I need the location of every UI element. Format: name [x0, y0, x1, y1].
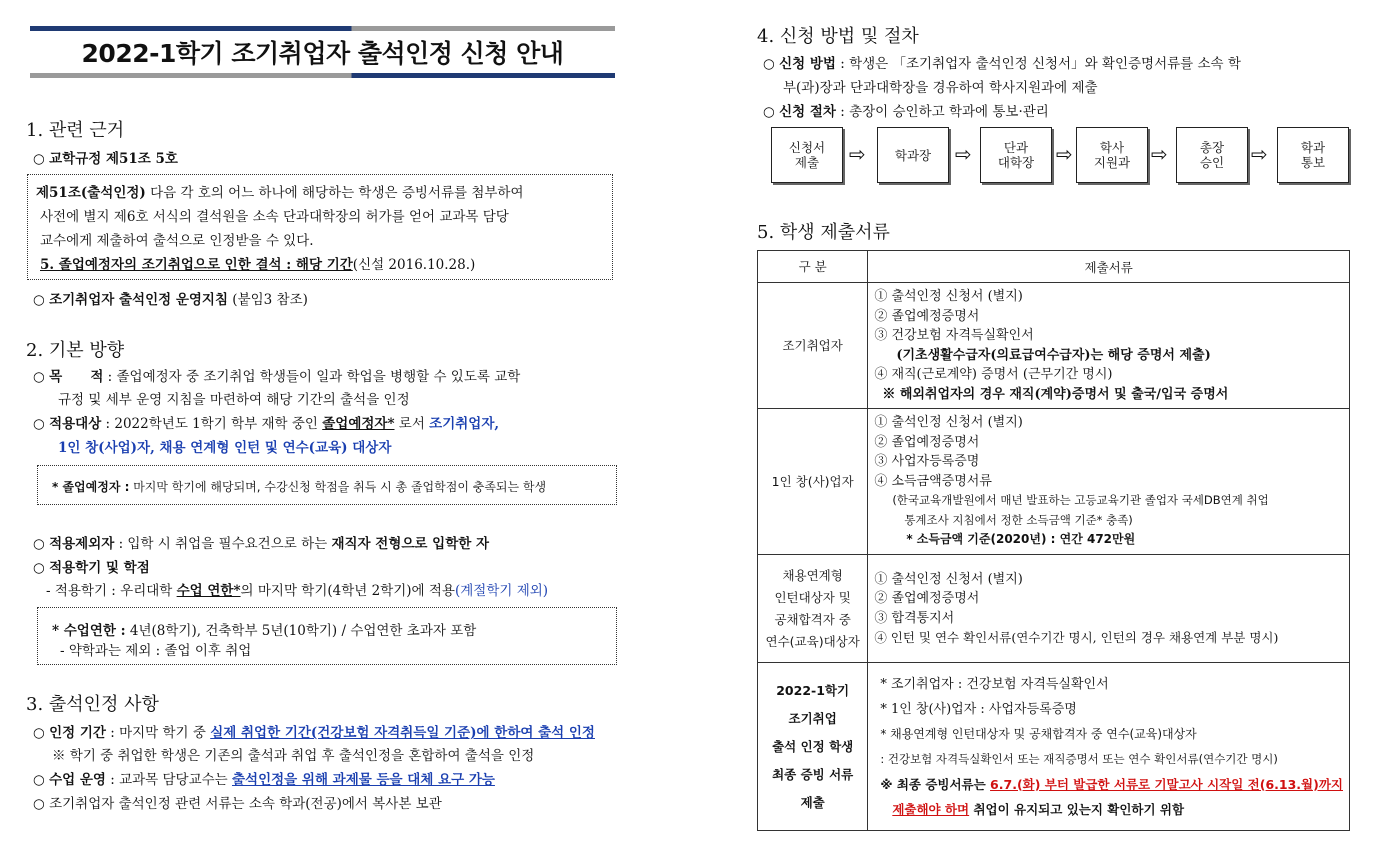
header-documents: 제출서류 [868, 251, 1350, 283]
reg-line-2: 사전에 별지 제6호 서식의 결석원을 소속 단과대학장의 허가를 얻어 교과목 담당 [40, 209, 509, 225]
table-row [758, 663, 1350, 831]
row-category: 채용연계형 인턴대상자 및 공채합격자 중 연수(교육)대상자 [758, 555, 868, 663]
regulation-box [27, 174, 613, 280]
s3-class: ○ 수업 운영 : 교과목 담당교수는 출석인정을 위해 과제물 등을 대체 요구 가능 [33, 772, 495, 788]
circle-bullet-icon: ○ [33, 560, 45, 576]
page-title: 2022-1학기 조기취업자 출석인정 신청 안내 [81, 39, 564, 68]
table-row [758, 283, 1350, 409]
s4-procedure: ○ 신청 절차 : 총장이 승인하고 학과에 통보·관리 [763, 104, 1049, 120]
arrow-right-icon: ⇨ [955, 142, 972, 166]
note-period: * 수업연한 : 4년(8학기), 건축학부 5년(10학기) / 수업연한 초과자 포함 [52, 623, 477, 639]
section-3-heading: 3. 출석인정 사항 [26, 694, 159, 715]
flow-step-dean: 단과 대학장 [980, 127, 1052, 183]
circle-bullet-icon: ○ [33, 369, 45, 385]
circle-bullet-icon: ○ [33, 536, 45, 552]
s2-target-l2: 1인 창(사업)자, 채용 연계형 인턴 및 연수(교육) 대상자 [58, 440, 392, 456]
s2-purpose-l2: 규정 및 세부 운영 지침을 마련하여 해당 기간의 출석을 인정 [58, 392, 410, 408]
title-bar-bottom [30, 73, 615, 78]
section-2-heading: 2. 기본 방향 [26, 340, 125, 361]
circle-bullet-icon: ○ [33, 796, 45, 812]
section-4-heading: 4. 신청 방법 및 절차 [757, 26, 919, 47]
circle-bullet-icon: ○ [33, 151, 45, 167]
section-1-heading: 1. 관련 근거 [26, 120, 125, 141]
title-banner [30, 26, 615, 78]
reg-line-3: 교수에게 제출하여 출석으로 인정받을 수 있다. [40, 233, 314, 249]
circle-bullet-icon: ○ [763, 104, 775, 120]
arrow-right-icon: ⇨ [1251, 142, 1268, 166]
reg-line-1: 제51조(출석인정) 다음 각 호의 어느 하나에 해당하는 학생은 증빙서류를 첨부하여 [36, 185, 524, 201]
note-graduate: * 졸업예정자 : 마지막 학기에 해당되며, 수강신청 학점을 취득 시 총 졸업학점이 충족되는 학생 [52, 480, 547, 494]
s2-purpose: ○ 목 적 : 졸업예정자 중 조기취업 학생들이 일과 학업을 병행할 수 있도록 교학 [33, 369, 521, 385]
s4-method-l2: 부(과)장과 단과대학장을 경유하여 학사지원과에 제출 [783, 80, 1098, 96]
s2-semester: ○ 적용학기 및 학점 [33, 560, 150, 576]
row-category: 2022-1학기 조기취업 출석 인정 학생 최종 증빙 서류 제출 [758, 663, 868, 831]
s3-period: ○ 인정 기간 : 마지막 학기 중 실제 취업한 기간(건강보험 자격취득일 기준)에 한하여 출석 인정 [33, 725, 595, 741]
s1-item1 [33, 147, 178, 167]
flow-step-president: 총장 승인 [1176, 127, 1248, 183]
circle-bullet-icon: ○ [763, 56, 775, 72]
flow-step-academic-office: 학사 지원과 [1076, 127, 1148, 183]
s2-excluded: ○ 적용제외자 : 입학 시 취업을 필수요건으로 하는 재직자 전형으로 입학한 자 [33, 536, 490, 552]
s1-item2: ○ 조기취업자 출석인정 운영지침 (붙임3 참조) [33, 292, 308, 308]
header-category: 구 분 [758, 251, 868, 283]
s2-semester-detail: - 적용학기 : 우리대학 수업 연한*의 마지막 학기(4학년 2학기)에 적용(계절학기 제외) [46, 583, 549, 599]
row-documents: ① 출석인정 신청서 (별지) ② 졸업예정증명서 ③ 사업자등록증명 ④ 소득금액증명서류 (한국교육개발원에서 매년 발표하는 고등교육기관 졸업자 국세DB연계 취업 통계조사 지침에서 정한 소득금액 기준* 충족) * 소득금액 기준(2020년) : 연간 472만원 [868, 409, 1350, 555]
row-documents: * 조기취업자 : 건강보험 자격득실확인서 * 1인 창(사)업자 : 사업자등록증명 * 채용연계형 인턴대상자 및 공채합격자 중 연수(교육)대상자 : 건강보험 자격득실확인서 또는 재직증명서 또는 연수 확인서류(연수기간 명시) ※ 최종 증빙서류는 6.7.(화) 부터 발급한 서류로 기말고사 시작일 전(6.13.월)까지 제출해야 하며 취업이 유지되고 있는지 확인하기 위함 [868, 663, 1350, 831]
s3-period-note: ※ 학기 중 취업한 학생은 기존의 출석과 취업 후 출석인정을 혼합하여 출석을 인정 [52, 748, 535, 764]
arrow-right-icon: ⇨ [1151, 142, 1168, 166]
documents-table [757, 250, 1350, 831]
s2-target: ○ 적용대상 : 2022학년도 1학기 학부 재학 중인 졸업예정자* 로서 조기취업자, [33, 416, 500, 432]
note-period-box [37, 607, 617, 665]
table-row [758, 409, 1350, 555]
table-header-row [758, 251, 1350, 283]
row-category: 조기취업자 [758, 283, 868, 409]
s3-docs: ○ 조기취업자 출석인정 관련 서류는 소속 학과(전공)에서 복사본 보관 [33, 796, 442, 812]
arrow-right-icon: ⇨ [849, 142, 866, 166]
circle-bullet-icon: ○ [33, 772, 45, 788]
table-row [758, 555, 1350, 663]
circle-bullet-icon: ○ [33, 292, 45, 308]
flow-step-dept-head: 학과장 [877, 127, 949, 183]
circle-bullet-icon: ○ [33, 725, 45, 741]
row-documents: ① 출석인정 신청서 (별지) ② 졸업예정증명서 ③ 건강보험 자격득실확인서 (기초생활수급자(의료급여수급자)는 해당 증명서 제출) ④ 재직(근로계약) 증명서 (근무기간 명시) ※ 해외취업자의 경우 재직(계약)증명서 및 출국/입국 증명서 [868, 283, 1350, 409]
row-category: 1인 창(사)업자 [758, 409, 868, 555]
reg-line-4: 5. 졸업예정자의 조기취업으로 인한 결석 : 해당 기간(신설 2016.10.28.) [40, 257, 476, 273]
section-5-heading: 5. 학생 제출서류 [757, 222, 890, 243]
s1-item1-text: 교학규정 제51조 5호 [49, 151, 178, 167]
title-bar-top [30, 26, 615, 31]
circle-bullet-icon: ○ [33, 416, 45, 432]
flow-step-application: 신청서 제출 [771, 127, 843, 183]
row-documents: ① 출석인정 신청서 (별지) ② 졸업예정증명서 ③ 합격통지서 ④ 인턴 및 연수 확인서류(연수기간 명시, 인턴의 경우 채용연계 부분 명시) [868, 555, 1350, 663]
note-period-l2: - 약학과는 제외 : 졸업 이후 취업 [60, 643, 252, 659]
flow-step-notify: 학과 통보 [1277, 127, 1349, 183]
arrow-right-icon: ⇨ [1056, 142, 1073, 166]
note-graduate-box [37, 465, 617, 505]
s4-method: ○ 신청 방법 : 학생은 「조기취업자 출석인정 신청서」와 확인증명서류를 소속 학 [763, 56, 1241, 72]
